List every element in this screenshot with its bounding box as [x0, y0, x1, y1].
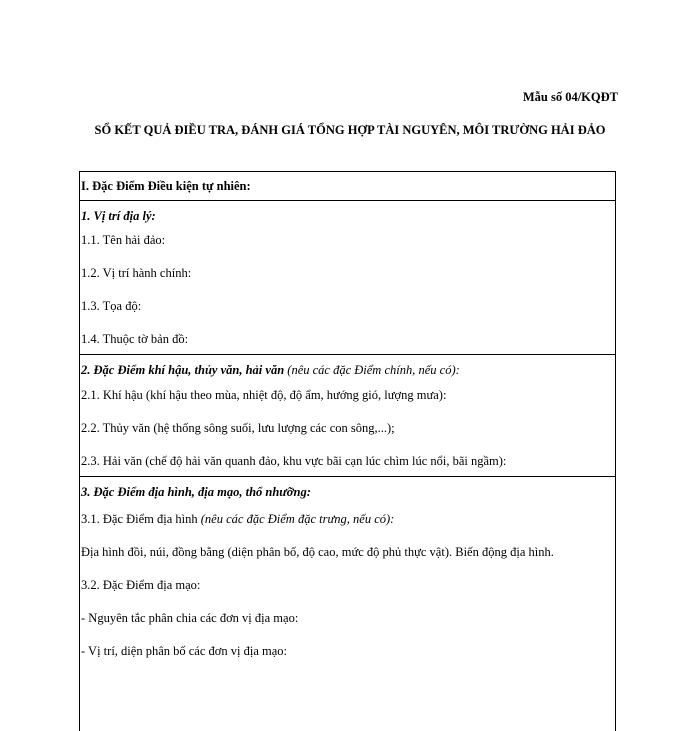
- section-climate-hydrology: [80, 355, 615, 477]
- field-administrative-location: 1.2. Vị trí hành chính:: [81, 266, 192, 280]
- geo-location-heading: 1. Vị trí địa lý:: [81, 209, 156, 223]
- field-island-name: 1.1. Tên hải đảo:: [81, 233, 166, 247]
- geomorphology-distribution: - Vị trí, diện phân bố các đơn vị địa mạo:: [81, 644, 287, 658]
- form-table: [79, 171, 616, 731]
- climate-heading: 2. Đặc Điểm khí hậu, thủy văn, hải văn (nêu các đặc Điểm chính, nếu có):: [81, 363, 460, 377]
- section-heading: I. Đặc Điểm Điều kiện tự nhiên:: [81, 179, 251, 193]
- section-terrain-soil: [80, 477, 615, 660]
- form-code: Mẫu số 04/KQĐT: [522, 90, 618, 104]
- field-coordinates: 1.3. Tọa độ:: [81, 299, 142, 313]
- terrain-description: Địa hình đồi, núi, đồng bằng (diện phân bố, độ cao, mức độ phủ thực vật). Biến động địa hình.: [81, 545, 554, 559]
- section-natural-conditions: [80, 172, 615, 201]
- geomorphology-principle: - Nguyên tắc phân chia các đơn vị địa mạo:: [81, 611, 299, 625]
- terrain-heading: 3. Đặc Điểm địa hình, địa mạo, thổ nhưỡng:: [81, 485, 311, 499]
- field-oceanography: 2.3. Hải văn (chế độ hải văn quanh đảo, khu vực bãi cạn lúc chìm lúc nổi, bãi ngầm):: [81, 454, 507, 468]
- field-terrain: 3.1. Đặc Điểm địa hình (nêu các đặc Điểm đặc trưng, nếu có):: [81, 512, 395, 526]
- field-climate: 2.1. Khí hậu (khí hậu theo mùa, nhiệt độ, độ ẩm, hướng gió, lượng mưa):: [81, 388, 447, 402]
- climate-heading-note: (nêu các đặc Điểm chính, nếu có):: [284, 363, 460, 377]
- terrain-note: (nêu các đặc Điểm đặc trưng, nếu có):: [200, 512, 395, 526]
- field-geomorphology: 3.2. Đặc Điểm địa mạo:: [81, 578, 201, 592]
- section-geographic-location: [80, 201, 615, 355]
- document-title: SỔ KẾT QUẢ ĐIỀU TRA, ĐÁNH GIÁ TỔNG HỢP TÀI NGUYÊN, MÔI TRƯỜNG HẢI ĐẢO: [94, 123, 606, 137]
- field-map-sheet: 1.4. Thuộc tờ bản đồ:: [81, 332, 189, 346]
- field-hydrology: 2.2. Thủy văn (hệ thống sông suối, lưu lượng các con sông,...);: [81, 421, 395, 435]
